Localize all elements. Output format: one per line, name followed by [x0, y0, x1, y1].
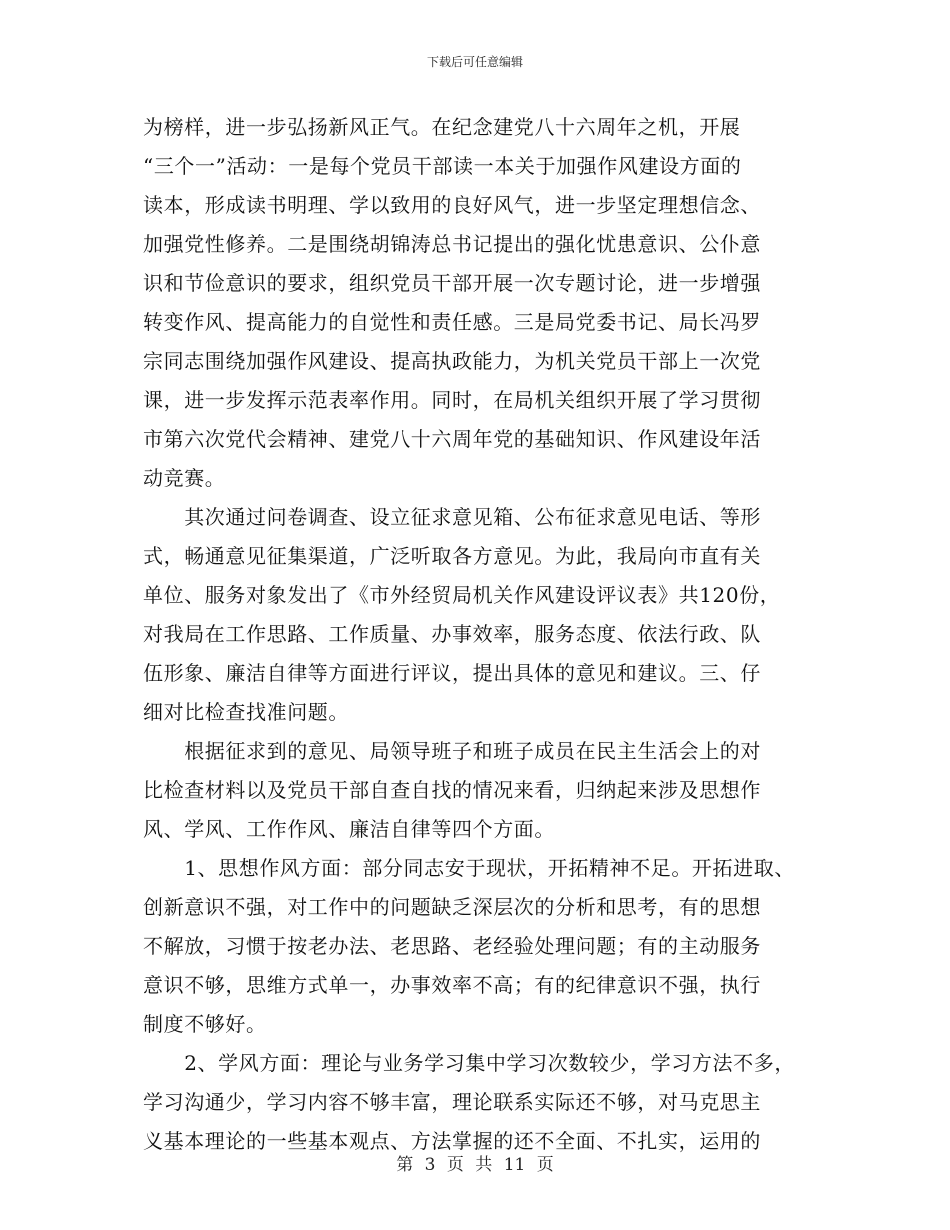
text-line: 伍形象、廉洁自律等方面进行评议，提出具体的意见和建议。三、仔: [143, 661, 761, 685]
text-line: “三个一”活动：一是每个党员干部读一本关于加强作风建设方面的: [143, 154, 742, 178]
text-line: 单位、服务对象发出了《市外经贸局机关作风建设评议表》共120份，: [143, 583, 781, 607]
text-line: 式，畅通意见征集渠道，广泛听取各方意见。为此，我局向市直有关: [143, 544, 761, 568]
text-line: 义基本理论的一些基本观点、方法掌握的还不全面、不扎实，运用的: [143, 1129, 761, 1153]
document-body: [143, 108, 808, 1161]
text-line: 其次通过问卷调查、设立征求意见箱、公布征求意见电话、等形: [143, 505, 761, 529]
text-line: 识和节俭意识的要求，组织党员干部开展一次专题讨论，进一步增强: [143, 271, 761, 295]
text-line: 市第六次党代会精神、建党八十六周年党的基础知识、作风建设年活: [143, 427, 761, 451]
text-line: 比检查材料以及党员干部自查自找的情况来看，归纳起来涉及思想作: [143, 778, 761, 802]
text-line: 制度不够好。: [143, 1012, 267, 1036]
text-line: 读本，形成读书明理、学以致用的良好风气，进一步坚定理想信念、: [143, 193, 761, 217]
text-line: 2、学风方面：理论与业务学习集中学习次数较少，学习方法不多，: [143, 1051, 795, 1075]
text-line: 对我局在工作思路、工作质量、办事效率，服务态度、依法行政、队: [143, 622, 761, 646]
text-line: 根据征求到的意见、局领导班子和班子成员在民主生活会上的对: [143, 739, 761, 763]
text-line: 为榜样，进一步弘扬新风正气。在纪念建党八十六周年之机，开展: [143, 115, 741, 139]
text-line: 创新意识不强，对工作中的问题缺乏深层次的分析和思考，有的思想: [143, 895, 761, 919]
text-line: 课，进一步发挥示范表率作用。同时，在局机关组织开展了学习贯彻: [143, 388, 761, 412]
text-line: 意识不够，思维方式单一，办事效率不高；有的纪律意识不强，执行: [143, 973, 761, 997]
text-line: 转变作风、提高能力的自觉性和责任感。三是局党委书记、局长冯罗: [143, 310, 761, 334]
text-line: 加强党性修养。二是围绕胡锦涛总书记提出的强化忧患意识、公仆意: [143, 232, 761, 256]
text-line: 1、思想作风方面：部分同志安于现状，开拓精神不足。开拓进取、: [143, 856, 795, 880]
page-header: 下载后可任意编辑: [426, 55, 523, 69]
text-line: 风、学风、工作作风、廉洁自律等四个方面。: [143, 817, 555, 841]
text-line: 动竞赛。: [143, 466, 226, 490]
page-number-footer: 第 3 页 共 11 页: [396, 1155, 554, 1175]
text-line: 细对比检查找准问题。: [143, 700, 349, 724]
text-line: 不解放，习惯于按老办法、老思路、老经验处理问题；有的主动服务: [143, 934, 761, 958]
text-line: 学习沟通少，学习内容不够丰富，理论联系实际还不够，对马克思主: [143, 1090, 761, 1114]
text-line: 宗同志围绕加强作风建设、提高执政能力，为机关党员干部上一次党: [143, 349, 761, 373]
